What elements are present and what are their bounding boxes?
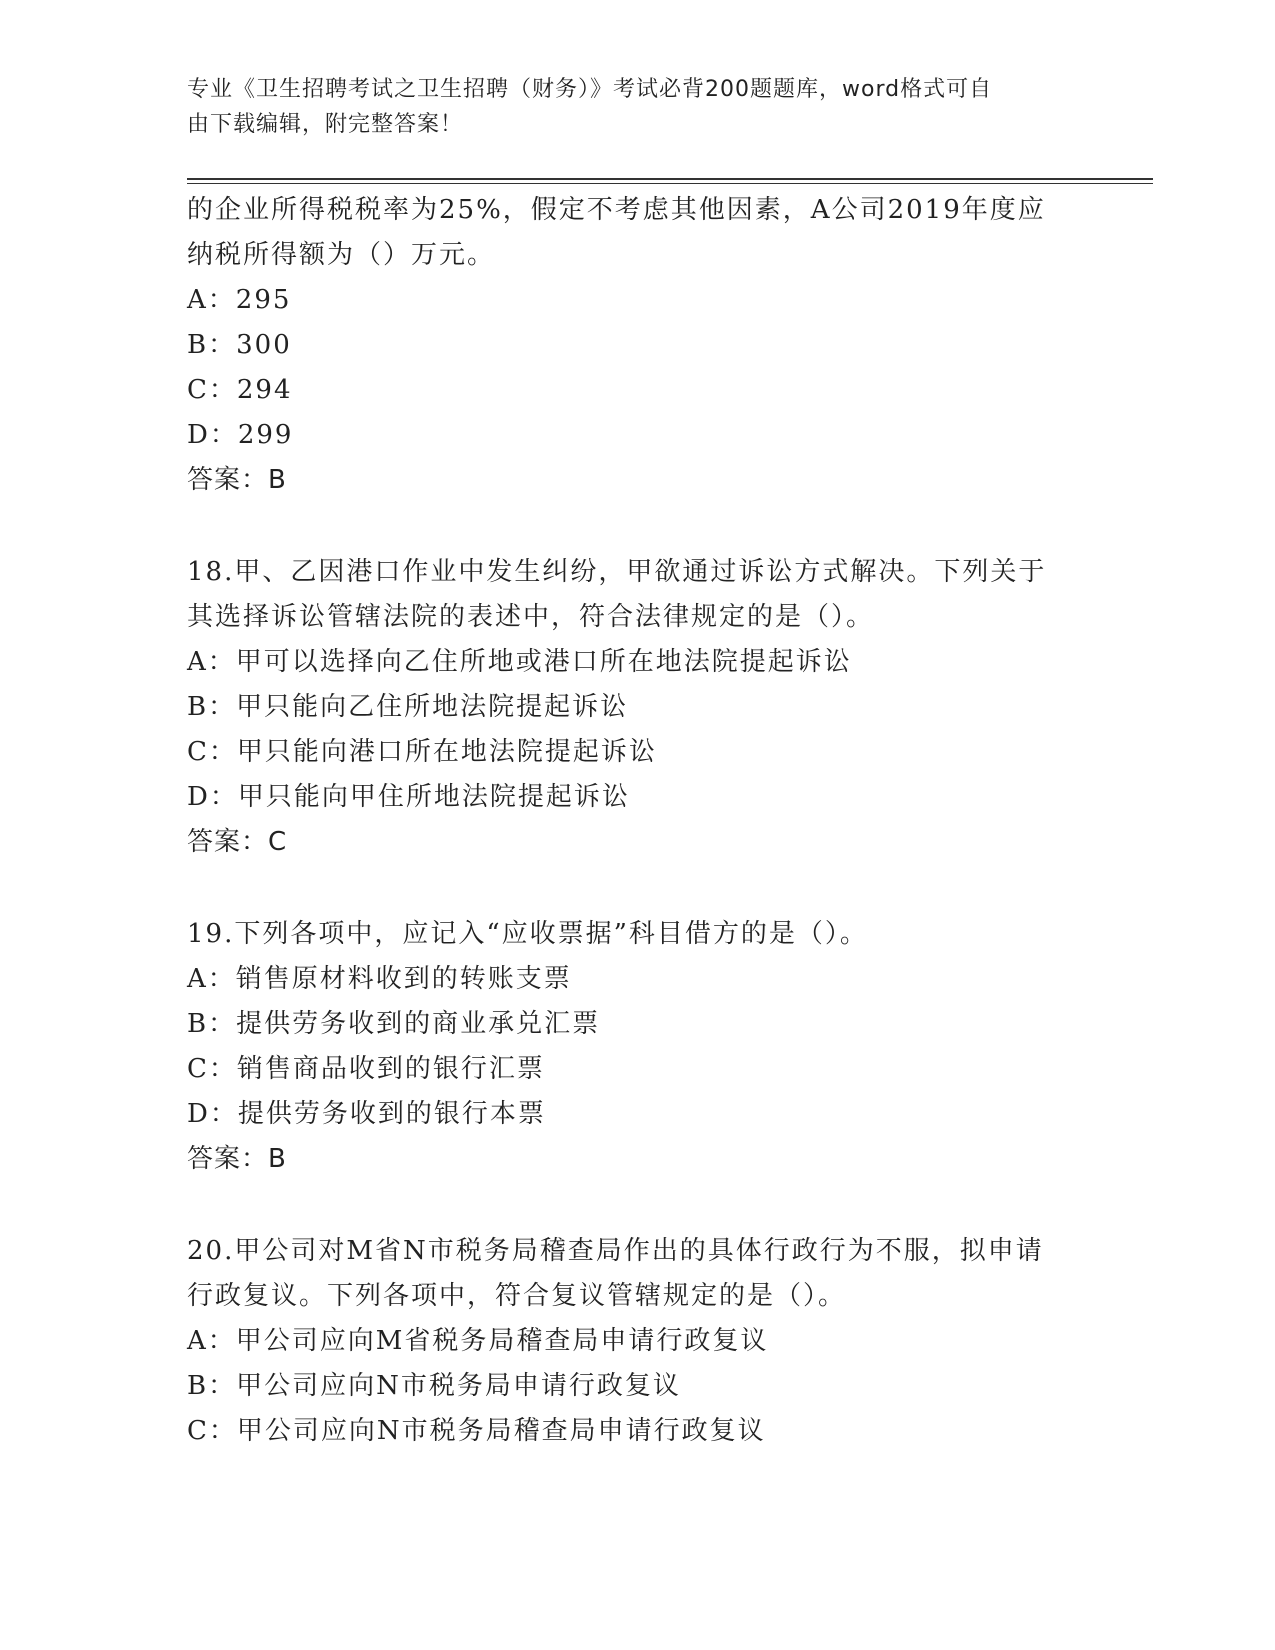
header-line-2: 由下载编辑，附完整答案！ [187, 112, 464, 137]
option-d: D：299 [187, 420, 294, 450]
option-b: B：甲公司应向N市税务局申请行政复议 [187, 1371, 681, 1401]
option-a: A：295 [187, 285, 292, 315]
question-stem-line: 20.甲公司对M省N市税务局稽查局作出的具体行政行为不服，拟申请 [187, 1236, 1044, 1266]
option-b: B：甲只能向乙住所地法院提起诉讼 [187, 692, 629, 722]
document-header [187, 72, 1067, 142]
option-a: A：甲可以选择向乙住所地或港口所在地法院提起诉讼 [187, 647, 852, 677]
question-stem-line: 的企业所得税税率为25%，假定不考虑其他因素，A公司2019年度应 [187, 195, 1046, 225]
question-spacer [187, 503, 1087, 550]
option-c: C：甲只能向港口所在地法院提起诉讼 [187, 737, 657, 767]
question-20 [187, 1229, 1087, 1454]
question-stem-line: 行政复议。下列各项中，符合复议管辖规定的是（）。 [187, 1281, 847, 1311]
option-c: C：294 [187, 375, 293, 405]
question-spacer [187, 1182, 1087, 1229]
option-a: A：销售原材料收到的转账支票 [187, 964, 572, 994]
question-list [187, 188, 1087, 1454]
option-c: C：甲公司应向N市税务局稽查局申请行政复议 [187, 1416, 766, 1446]
option-c: C：销售商品收到的银行汇票 [187, 1054, 545, 1084]
header-line-1: 专业《卫生招聘考试之卫生招聘（财务）》考试必背200题题库，word格式可自 [187, 77, 993, 102]
option-b: B：提供劳务收到的商业承兑汇票 [187, 1009, 601, 1039]
header-divider-thin [187, 183, 1153, 184]
option-d: D：提供劳务收到的银行本票 [187, 1099, 546, 1129]
question-stem-line: 19.下列各项中，应记入“应收票据”科目借方的是（）。 [187, 919, 868, 949]
question-stem-line: 18.甲、乙因港口作业中发生纠纷，甲欲通过诉讼方式解决。下列关于 [187, 557, 1047, 587]
option-a: A：甲公司应向M省税务局稽查局申请行政复议 [187, 1326, 769, 1356]
answer-line: 答案：C [187, 827, 288, 857]
question-17 [187, 188, 1087, 503]
question-spacer [187, 865, 1087, 912]
option-d: D：甲只能向甲住所地法院提起诉讼 [187, 782, 630, 812]
question-stem-line: 纳税所得额为（）万元。 [187, 240, 496, 270]
answer-line: 答案：B [187, 465, 287, 495]
question-stem-line: 其选择诉讼管辖法院的表述中，符合法律规定的是（）。 [187, 602, 875, 632]
option-b: B：300 [187, 330, 292, 360]
header-divider-thick [187, 178, 1153, 180]
answer-line: 答案：B [187, 1144, 287, 1174]
question-19 [187, 912, 1087, 1182]
question-18 [187, 550, 1087, 865]
